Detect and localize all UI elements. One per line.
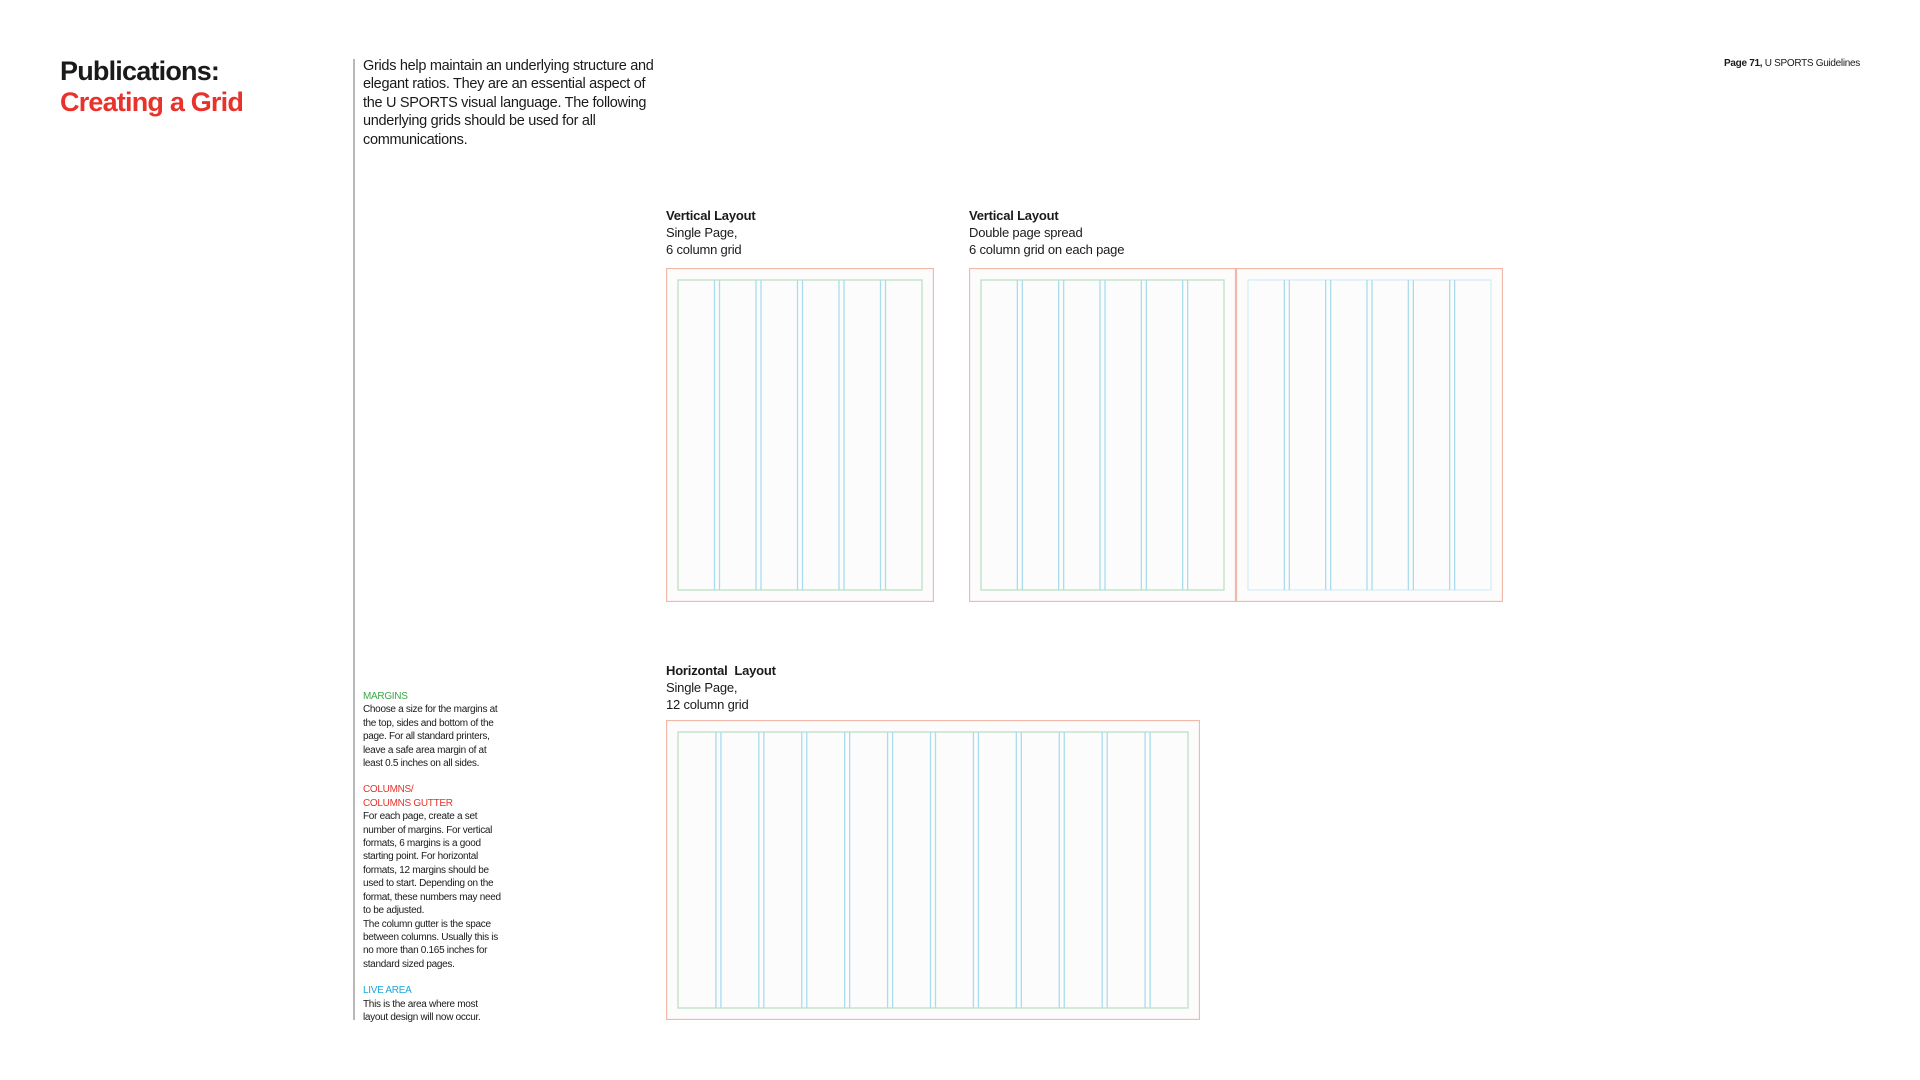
page-number: Page 71, <box>1724 58 1763 69</box>
layout-heading: Vertical Layout <box>666 208 756 223</box>
layout-subtitle: 6 column grid on each page <box>969 242 1125 257</box>
page-trim <box>1237 269 1503 602</box>
divider <box>353 59 355 1020</box>
layout-caption-2 <box>969 207 1124 258</box>
page-label <box>1724 58 1860 69</box>
gutter-text: The column gutter is the space between columns. Usually this is no more than 0.165 inches for standard sized pages. <box>363 918 498 970</box>
layout-caption-3 <box>666 662 776 713</box>
columns-text: For each page, create a set number of margins. For vertical formats, 6 margins is a good starting point. For horizontal formats, 12 margins should be used to start. Depending on the format, these numbers may need to be adjusted. <box>363 811 501 917</box>
notes-panel <box>363 690 503 1037</box>
page-trim <box>970 269 1236 602</box>
layout-subtitle: Double page spread <box>969 225 1083 240</box>
live-area-title: LIVE AREA <box>363 985 412 997</box>
page-trim <box>667 269 934 602</box>
grid-vertical-spread <box>969 268 1503 602</box>
grid-horizontal-single <box>666 720 1200 1020</box>
page-title-line1: Publications: <box>60 56 220 86</box>
intro-paragraph: Grids help maintain an underlying structure and elegant ratios. They are an essential aspect of the U SPORTS visual language. The following underlying grids should be used for all communications. <box>363 58 654 148</box>
margins-title: MARGINS <box>363 691 408 702</box>
layout-subtitle: Single Page, <box>666 225 738 240</box>
columns-gutter-title: COLUMNS GUTTER <box>363 797 453 809</box>
layout-caption-1 <box>666 207 755 258</box>
live-area-text: This is the area where most layout design will now occur. <box>363 998 481 1023</box>
margins-text: Choose a size for the margins at the top, sides and bottom of the page. For all standard printers, leave a safe area margin of at least 0.5 inches on all sides. <box>363 704 498 770</box>
page-trim <box>667 721 1200 1020</box>
layout-heading: Horizontal Layout <box>666 663 776 678</box>
grid-vertical-single <box>666 268 934 602</box>
layout-subtitle: 6 column grid <box>666 242 742 257</box>
layout-heading: Vertical Layout <box>969 208 1059 223</box>
columns-title: COLUMNS/ <box>363 784 414 796</box>
page-title-line2: Creating a Grid <box>60 87 244 117</box>
layout-subtitle: 12 column grid <box>666 697 749 712</box>
document-name: U SPORTS Guidelines <box>1764 58 1860 69</box>
layout-subtitle: Single Page, <box>666 680 738 695</box>
